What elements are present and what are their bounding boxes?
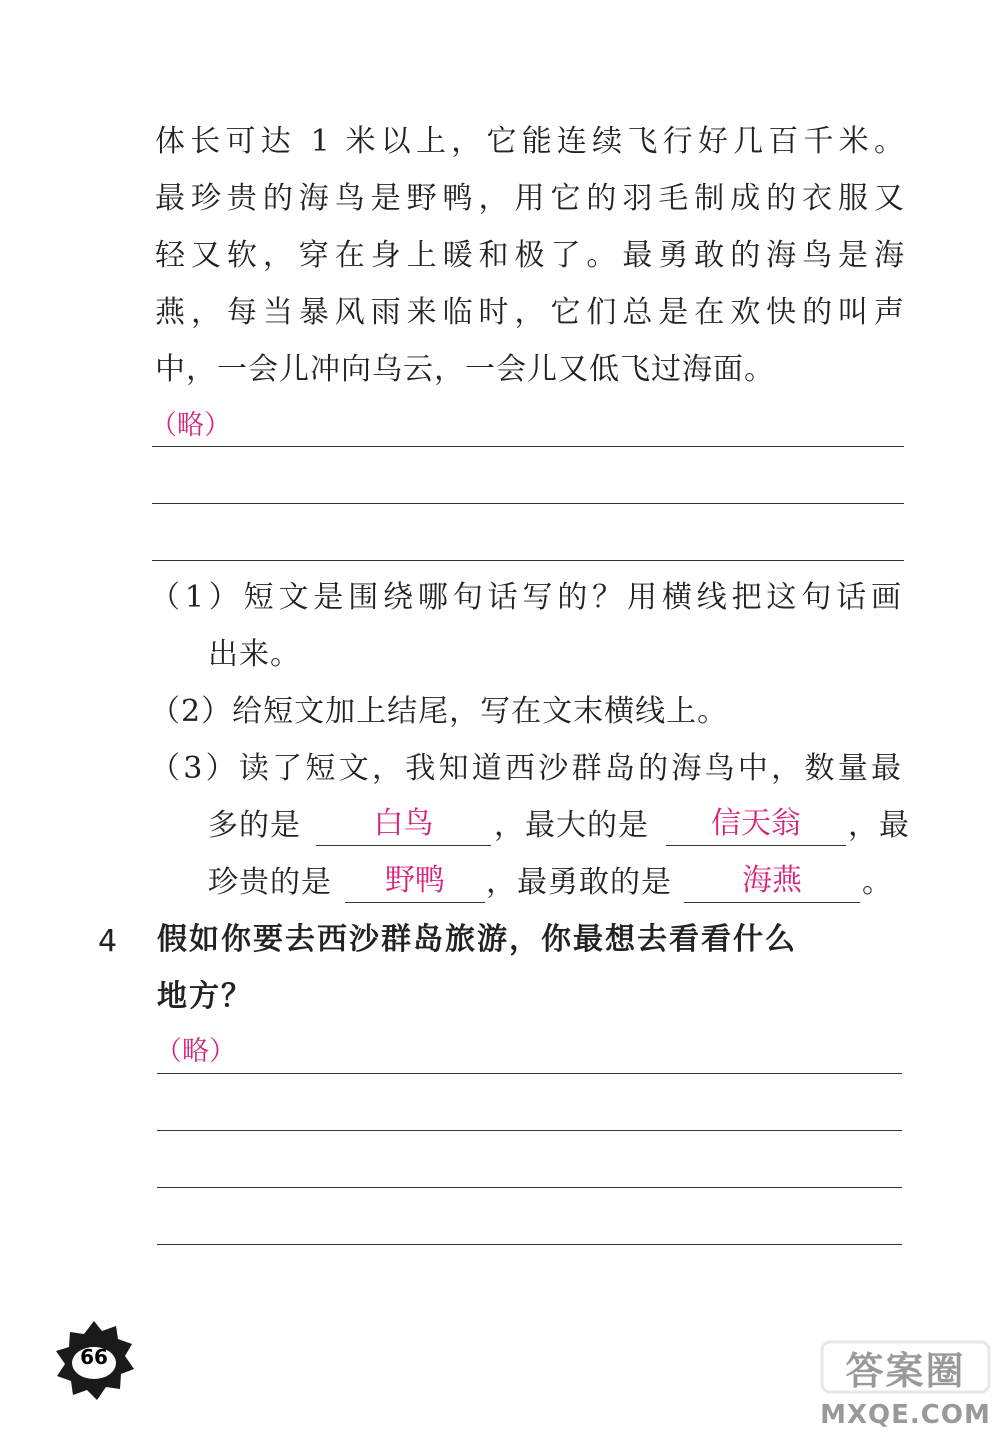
answer-blank-most-numerous[interactable]: 白鸟 bbox=[316, 805, 491, 846]
ending-line-3[interactable] bbox=[152, 560, 904, 561]
q4-line-3[interactable] bbox=[157, 1187, 902, 1188]
passage-line-3: 轻又软，穿在身上暖和极了。最勇敢的海鸟是海 bbox=[155, 238, 905, 273]
ending-line-1[interactable] bbox=[152, 446, 904, 447]
passage-line-4: 燕，每当暴风雨来临时，它们总是在欢快的叫声 bbox=[155, 295, 905, 330]
page-number: 66 bbox=[80, 1345, 108, 1369]
passage-line-2: 最珍贵的海鸟是野鸭，用它的羽毛制成的衣服又 bbox=[155, 181, 905, 216]
q4-line-4[interactable] bbox=[157, 1244, 902, 1245]
question-4-line-2: 地方？ bbox=[157, 979, 253, 1014]
question-3-line-1: （3）读了短文，我知道西沙群岛的海鸟中，数量最 bbox=[150, 751, 902, 786]
ending-answer-note: （略） bbox=[150, 410, 231, 441]
ending-line-2[interactable] bbox=[152, 503, 904, 504]
q4-line-1[interactable] bbox=[157, 1073, 902, 1074]
q3-text-bravest: ，最勇敢的是 bbox=[486, 865, 672, 900]
answer-blank-most-precious[interactable]: 野鸭 bbox=[345, 862, 485, 903]
question-1-line-1: （1）短文是围绕哪句话写的？用横线把这句话画 bbox=[150, 580, 902, 615]
q3-prefix-most-numerous: 多的是 bbox=[208, 808, 301, 843]
q3-text-most-1: ，最 bbox=[848, 808, 910, 843]
answer-blank-bravest[interactable]: 海燕 bbox=[684, 862, 860, 903]
question-4-number: 4 bbox=[98, 924, 118, 959]
q3-end-period: 。 bbox=[862, 865, 893, 900]
q4-line-2[interactable] bbox=[157, 1130, 902, 1131]
question-4-answer-note: （略） bbox=[155, 1036, 236, 1067]
question-4-line-1: 假如你要去西沙群岛旅游，你最想去看看什么 bbox=[157, 922, 797, 957]
watermark-bottom-text: MXQE.COM bbox=[820, 1400, 991, 1430]
passage-line-1: 体长可达 1 米以上，它能连续飞行好几百千米。 bbox=[155, 124, 905, 159]
question-2: （2）给短文加上结尾，写在文末横线上。 bbox=[150, 694, 729, 729]
answer-blank-largest[interactable]: 信天翁 bbox=[666, 805, 846, 846]
q3-text-largest: ，最大的是 bbox=[494, 808, 649, 843]
passage-line-5: 中，一会儿冲向乌云，一会儿又低飞过海面。 bbox=[155, 352, 775, 387]
q3-prefix-most-precious: 珍贵的是 bbox=[208, 865, 332, 900]
watermark-top-text: 答案圈 bbox=[845, 1349, 966, 1393]
question-1-line-2: 出来。 bbox=[208, 637, 301, 672]
